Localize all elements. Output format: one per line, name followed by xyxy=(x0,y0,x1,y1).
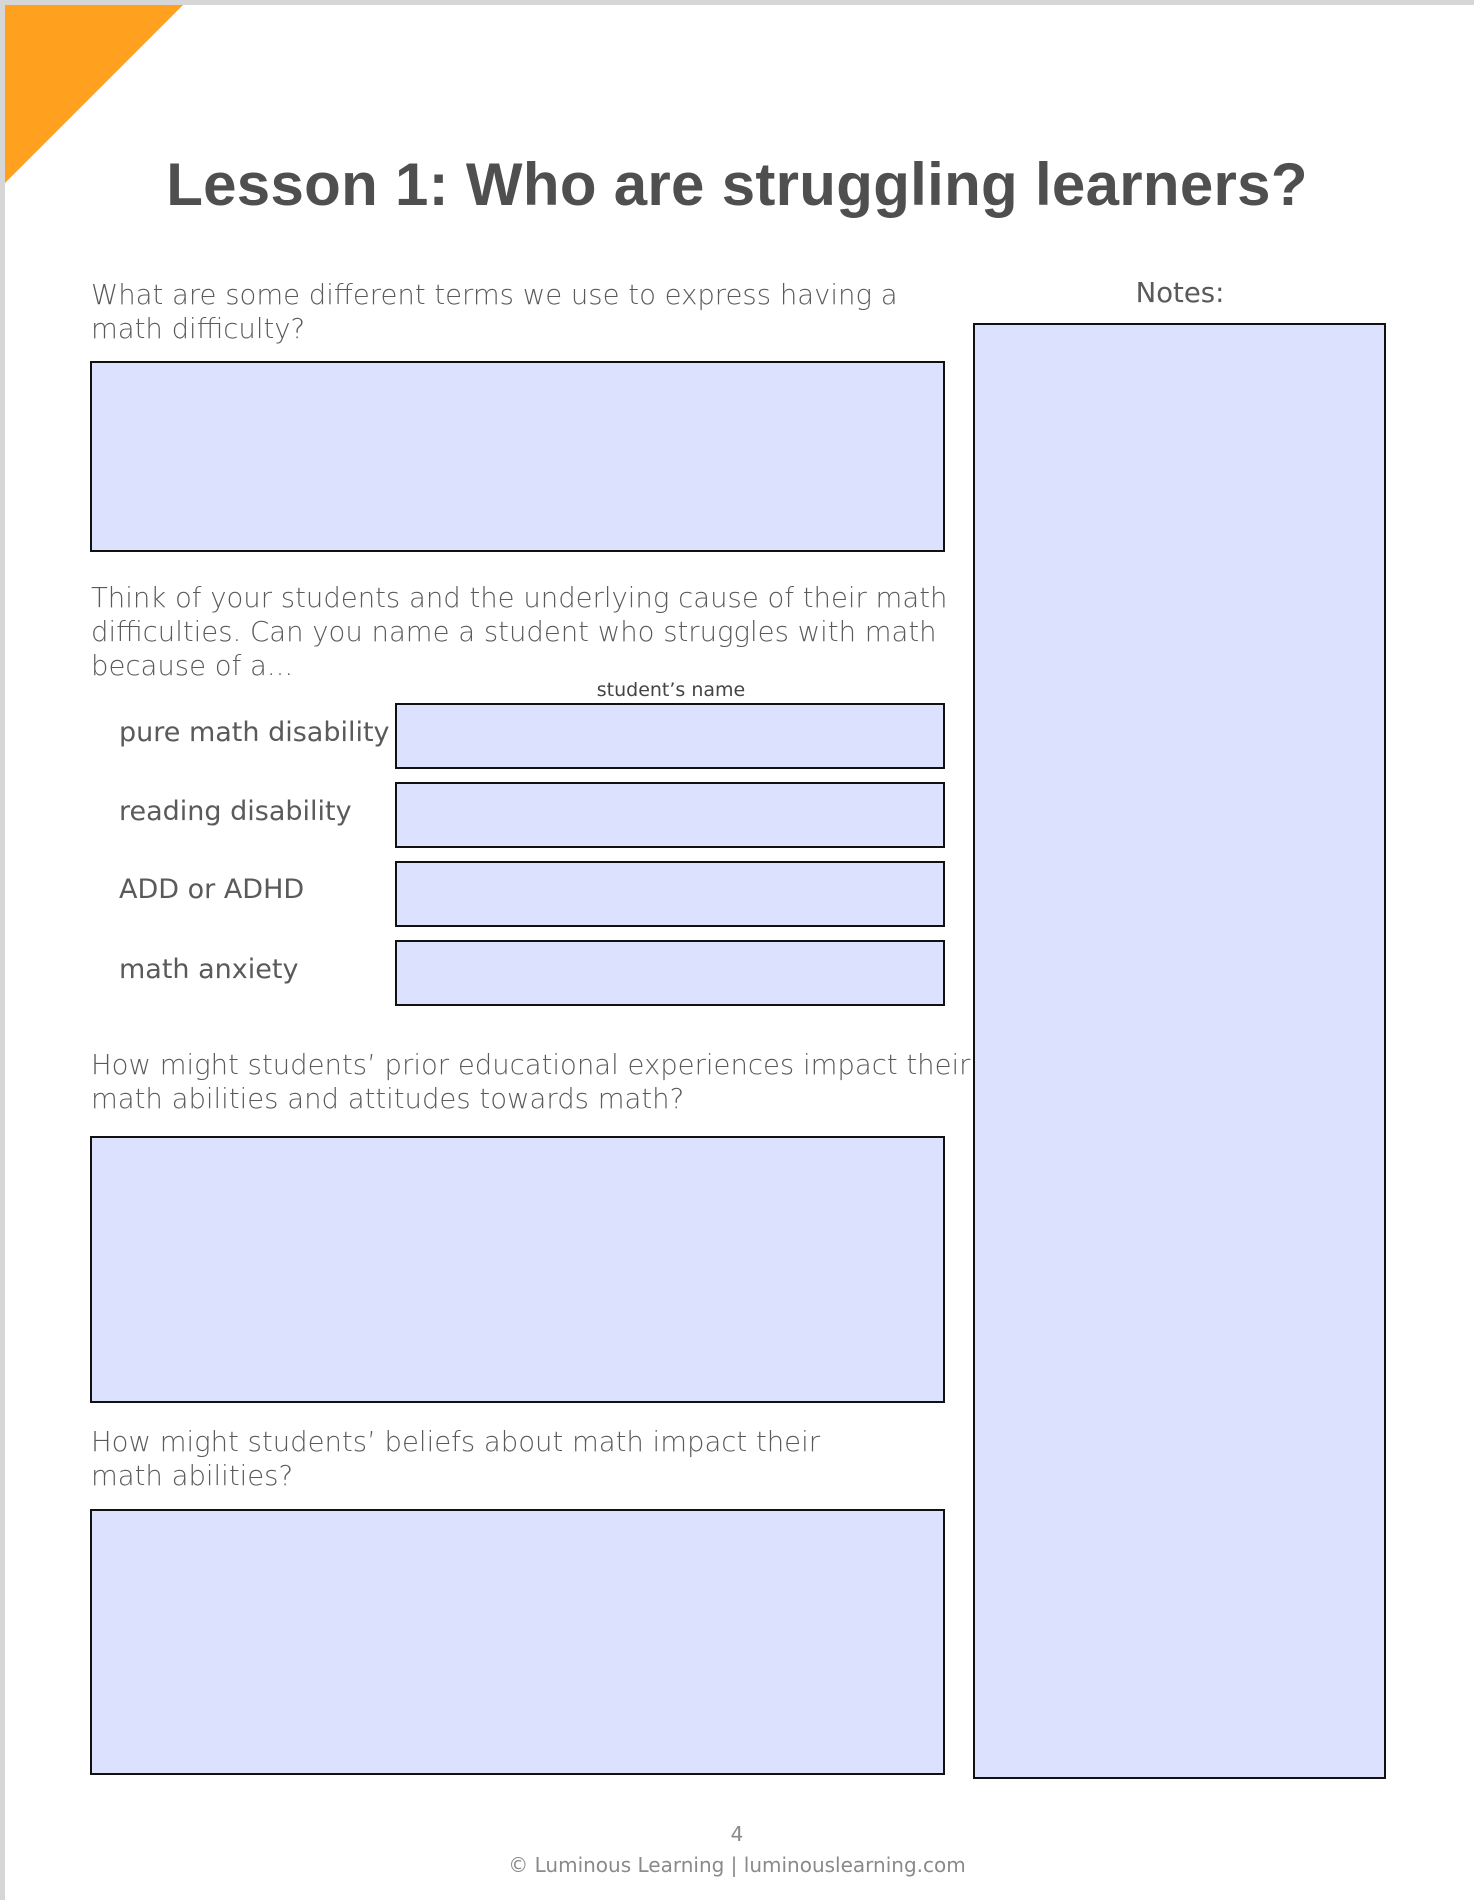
student-name-field-reading-disability[interactable] xyxy=(395,782,945,848)
row-label-pure-math-disability: pure math disability xyxy=(119,717,390,748)
question-beliefs: How might students’ beliefs about math impact their math abilities? xyxy=(91,1426,821,1492)
student-name-field-add-adhd[interactable] xyxy=(395,861,945,927)
question-terms: What are some different terms we use to express having a math difficulty? xyxy=(91,279,898,345)
footer-copyright: © Luminous Learning | luminouslearning.com xyxy=(508,1853,966,1877)
answer-box-beliefs[interactable] xyxy=(90,1509,945,1775)
column-label-student-name: student’s name xyxy=(596,679,746,701)
answer-box-terms[interactable] xyxy=(90,361,945,552)
row-label-reading-disability: reading disability xyxy=(119,796,352,827)
student-name-field-pure-math-disability[interactable] xyxy=(395,703,945,769)
answer-box-prior-experiences[interactable] xyxy=(90,1136,945,1403)
question-causes: Think of your students and the underlying cause of their math difficulties. Can you name a student who struggles with math because of a... xyxy=(91,582,948,682)
row-label-add-adhd: ADD or ADHD xyxy=(119,874,305,905)
student-name-field-math-anxiety[interactable] xyxy=(395,940,945,1006)
question-prior-experiences: How might students’ prior educational experiences impact their math abilities and attitudes towards math? xyxy=(91,1049,971,1115)
notes-box[interactable] xyxy=(973,323,1386,1779)
row-label-math-anxiety: math anxiety xyxy=(119,954,299,985)
page-number: 4 xyxy=(730,1822,744,1846)
notes-label: Notes: xyxy=(1135,277,1225,309)
page-title: Lesson 1: Who are struggling learners? xyxy=(166,151,1308,218)
